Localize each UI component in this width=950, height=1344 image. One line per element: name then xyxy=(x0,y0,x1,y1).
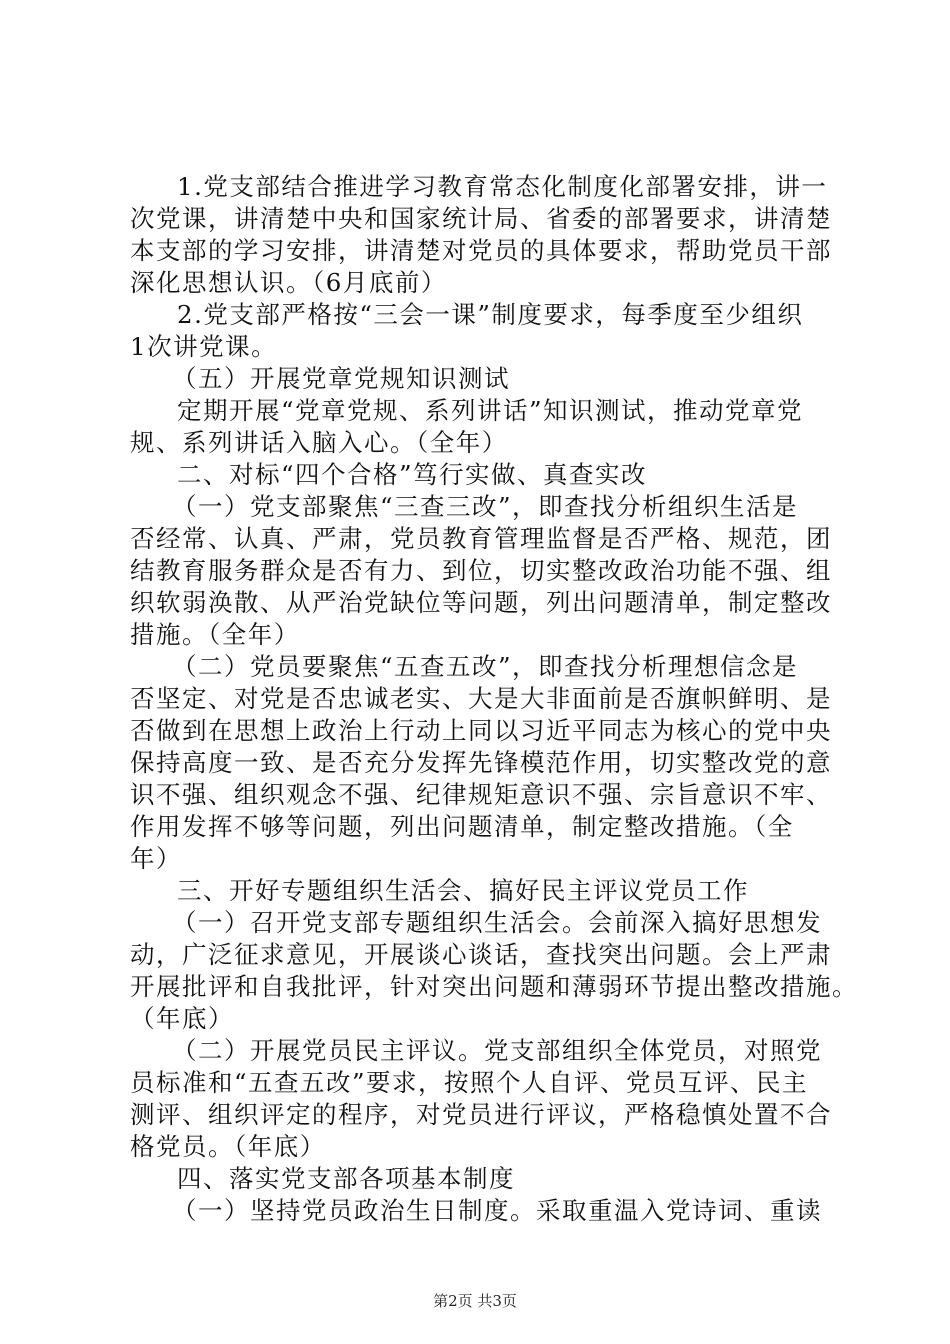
body-line: 动，广泛征求意见，开展谈心谈话，查找突出问题。会上严肃 xyxy=(130,940,832,969)
body-line: 1.党支部结合推进学习教育常态化制度化部署安排，讲一 xyxy=(177,172,828,201)
body-line: （一）坚持党员政治生日制度。采取重温入党诗词、重读 xyxy=(172,1196,822,1225)
body-line: （一）召开党支部专题组织生活会。会前深入搞好思想发 xyxy=(172,908,822,937)
body-line: 员标准和“五查五改”要求，按照个人自评、党员互评、民主 xyxy=(130,1068,809,1097)
section-heading: （五）开展党章党规知识测试 xyxy=(172,364,510,393)
body-line: 否经常、认真、严肃，党员教育管理监督是否严格、规范，团 xyxy=(130,524,832,553)
body-line: 开展批评和自我批评，针对突出问题和薄弱环节提出整改措施。 xyxy=(130,972,858,1001)
body-line: 格党员。（年底） xyxy=(130,1132,326,1161)
body-line: 1次讲党课。 xyxy=(130,332,278,361)
section-heading: 四、落实党支部各项基本制度 xyxy=(177,1164,515,1193)
body-line: 测评、组织评定的程序，对党员进行评议，严格稳慎处置不合 xyxy=(130,1100,832,1129)
body-line: 措施。（全年） xyxy=(130,620,300,649)
body-line: （一）党支部聚焦“三查三改”，即查找分析组织生活是 xyxy=(172,492,799,521)
body-line: 否做到在思想上政治上行动上同以习近平同志为核心的党中央 xyxy=(130,716,832,745)
body-line: 深化思想认识。（6月底前） xyxy=(130,268,447,297)
section-heading: 二、对标“四个合格”笃行实做、真查实改 xyxy=(177,460,648,489)
section-heading: 三、开好专题组织生活会、搞好民主评议党员工作 xyxy=(177,876,749,905)
body-line: （二）党员要聚焦“五查五改”，即查找分析理想信念是 xyxy=(172,652,799,681)
body-line: 识不强、组织观念不强、纪律规矩意识不强、宗旨意识不牢、 xyxy=(130,780,832,809)
body-line: 2.党支部严格按“三会一课”制度要求，每季度至少组织 xyxy=(177,300,804,329)
body-line: 作用发挥不够等问题，列出问题清单，制定整改措施。（全 xyxy=(130,812,794,841)
body-line: 本支部的学习安排，讲清楚对党员的具体要求，帮助党员干部 xyxy=(130,236,832,265)
body-line: 否坚定、对党是否忠诚老实、大是大非面前是否旗帜鲜明、是 xyxy=(130,684,832,713)
body-line: 定期开展“党章党规、系列讲话”知识测试，推动党章党 xyxy=(177,396,804,425)
body-line: 保持高度一致、是否充分发挥先锋模范作用，切实整改党的意 xyxy=(130,748,832,777)
page-footer: 第2页 共3页 xyxy=(433,1292,517,1310)
body-line: 次党课，讲清楚中央和国家统计局、省委的部署要求，讲清楚 xyxy=(130,204,832,233)
body-line: （二）开展党员民主评议。党支部组织全体党员，对照党 xyxy=(172,1036,822,1065)
body-line: 规、系列讲话入脑入心。（全年） xyxy=(130,428,508,457)
body-line: 年） xyxy=(130,844,182,873)
body-line: 结教育服务群众是否有力、到位，切实整改政治功能不强、组 xyxy=(130,556,832,585)
body-line: 织软弱涣散、从严治党缺位等问题，列出问题清单，制定整改 xyxy=(130,588,832,617)
body-line: （年底） xyxy=(130,1004,234,1033)
